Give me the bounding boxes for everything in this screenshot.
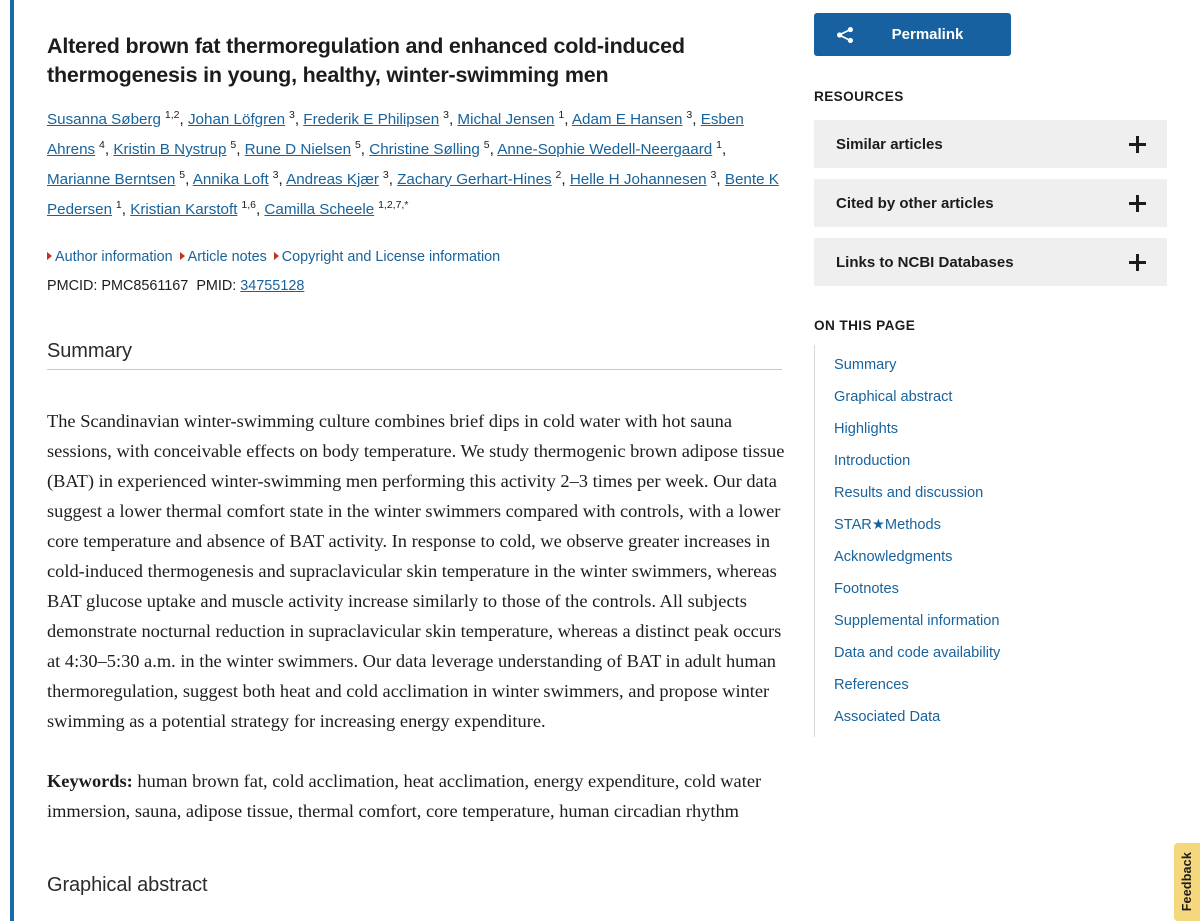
toc-item[interactable]: Associated Data [834, 709, 941, 725]
author-affiliation-marker: 1,2 [161, 108, 180, 121]
author-affiliation-marker: 3 [269, 168, 279, 181]
author-affiliation-marker: 3 [707, 168, 717, 181]
author-affiliation-marker: 3 [286, 108, 295, 121]
author-affiliation-marker: 1,6 [238, 198, 256, 211]
author-link[interactable]: Susanna Søberg [47, 111, 161, 128]
toc-item[interactable]: Results and discussion [834, 485, 984, 501]
resource-accordion[interactable] [814, 120, 1167, 168]
article-meta-link[interactable] [47, 249, 173, 265]
author-separator: , [721, 141, 727, 158]
author-link[interactable]: Andreas Kjær [286, 171, 379, 188]
on-this-page-caption: ON THIS PAGE [814, 318, 916, 333]
author-link[interactable]: Zachary Gerhart-Hines [397, 171, 552, 188]
author-affiliation-marker: 1 [555, 108, 565, 121]
author-separator: , [388, 171, 398, 188]
author-separator: , [561, 171, 570, 188]
author-affiliation-marker: 1 [713, 138, 722, 151]
keywords-paragraph [47, 766, 785, 826]
author-link[interactable]: Esben Ahrens [47, 111, 744, 158]
pmid-label: PMID: [196, 278, 237, 294]
toc-item[interactable]: Introduction [834, 453, 911, 469]
article-meta-link-label: Author information [55, 249, 173, 265]
author-separator: , [185, 171, 193, 188]
author-separator: , [489, 141, 498, 158]
author-affiliation-marker: 5 [227, 138, 237, 151]
summary-paragraph: The Scandinavian winter-swimming culture combines brief dips in cold water with hot sauna sessions, with conceivable effects on body temperature. We study thermogenic brown adipose tissue (BAT) in experienced winter-swimming men performing this activity 2–3 times per week. Our data suggest a lower thermal comfort state in the winter swimmers compared with controls, with a lower core temperature and absence of BAT activity. In response to cold, we observe greater increases in cold-induced thermogenesis and supraclavicular skin temperature in the winter swimmers, whereas BAT glucose uptake and muscle activity increase similarly to those of the controls. All subjects demonstrate nocturnal reduction in supraclavicular skin temperature, whereas a distinct peak occurs at 4:30–5:30 a.m. in the winter swimmers. Our data leverage understanding of BAT in adult human thermoregulation, suggest both heat and cold acclimation in winter swimmers, and propose winter swimming as a potential strategy for increasing energy expenditure. [47, 411, 785, 731]
author-link[interactable]: Kristin B Nystrup [113, 141, 227, 158]
author-separator: , [294, 111, 304, 128]
author-link[interactable]: Johan Löfgren [187, 111, 286, 128]
resources-caption: RESOURCES [814, 89, 904, 104]
author-separator: , [255, 201, 265, 218]
author-affiliation-marker: 5 [176, 168, 186, 181]
page-title: Altered brown fat thermoregulation and enhanced cold-induced thermogenesis in young, healthy, winter-swimming men [47, 34, 685, 87]
author-list [47, 105, 787, 225]
toc-item[interactable]: References [834, 677, 909, 693]
author-affiliation-marker: 5 [352, 138, 361, 151]
author-link[interactable]: Adam E Hansen [571, 111, 683, 128]
triangle-right-icon [180, 252, 185, 260]
author-link[interactable]: Christine Sølling [369, 141, 480, 158]
toc-item[interactable]: Summary [834, 357, 897, 373]
plus-icon[interactable] [1129, 136, 1146, 153]
author-affiliation-marker: 3 [379, 168, 389, 181]
author-link[interactable]: Kristian Karstoft [130, 201, 238, 218]
triangle-right-icon [274, 252, 279, 260]
share-icon [828, 25, 862, 45]
summary-heading: Summary [47, 340, 782, 370]
author-affiliation-marker: 5 [480, 138, 490, 151]
on-this-page-nav [814, 345, 1184, 737]
author-affiliation-marker: 3 [683, 108, 693, 121]
resource-accordion-label: Links to NCBI Databases [836, 253, 1014, 271]
toc-item[interactable]: Data and code availability [834, 645, 1001, 661]
article-meta-link[interactable] [274, 249, 500, 265]
author-link[interactable]: Bente K Pedersen [47, 171, 779, 218]
resources-accordion-group [814, 120, 1184, 286]
toc-item[interactable]: Supplemental information [834, 613, 1000, 629]
feedback-tab[interactable] [1174, 843, 1200, 921]
author-link[interactable]: Helle H Johannesen [569, 171, 707, 188]
permalink-label: Permalink [891, 26, 964, 43]
article-main-column [47, 0, 787, 897]
author-affiliation-marker: 3 [440, 108, 449, 121]
triangle-right-icon [47, 252, 52, 260]
resource-accordion[interactable] [814, 179, 1167, 227]
permalink-button[interactable] [814, 13, 1011, 56]
graphical-abstract-heading: Graphical abstract [47, 874, 208, 896]
author-separator: , [121, 201, 131, 218]
resource-accordion-label: Similar articles [836, 135, 943, 153]
author-link[interactable]: Rune D Nielsen [244, 141, 352, 158]
toc-item[interactable]: Footnotes [834, 581, 899, 597]
plus-icon[interactable] [1129, 195, 1146, 212]
keywords-values: human brown fat, cold acclimation, heat acclimation, energy expenditure, cold water immersion, sauna, adipose tissue, thermal comfort, core temperature, human circadian rhythm [47, 771, 762, 821]
author-separator: , [716, 171, 725, 188]
author-link[interactable]: Annika Loft [192, 171, 269, 188]
author-separator: , [448, 111, 458, 128]
author-separator: , [278, 171, 287, 188]
resource-accordion[interactable] [814, 238, 1167, 286]
article-meta-link-label: Copyright and License information [281, 249, 501, 265]
author-link[interactable]: Marianne Berntsen [47, 171, 176, 188]
author-separator: , [179, 111, 188, 128]
author-separator: , [104, 141, 114, 158]
author-separator: , [236, 141, 245, 158]
keywords-label: Keywords: [47, 771, 133, 791]
pmcid-value: PMC8561167 [101, 278, 189, 294]
toc-item[interactable]: Highlights [834, 421, 899, 437]
toc-item[interactable]: Acknowledgments [834, 549, 953, 565]
feedback-label: Feedback [1180, 852, 1194, 912]
sidebar [814, 0, 1184, 737]
author-affiliation-marker: 1 [113, 198, 122, 211]
author-link[interactable]: Anne-Sophie Wedell-Neergaard [497, 141, 713, 158]
author-separator: , [360, 141, 370, 158]
toc-item[interactable]: STAR★Methods [834, 517, 941, 533]
article-meta-links [47, 247, 787, 267]
pmcid-label: PMCID: [47, 278, 98, 294]
article-meta-link-label: Article notes [187, 249, 267, 265]
author-separator: , [564, 111, 572, 128]
pmid-link[interactable]: 34755128 [240, 278, 305, 294]
author-link[interactable]: Michal Jensen [457, 111, 555, 128]
article-identifiers [47, 276, 787, 296]
article-meta-link[interactable] [180, 249, 267, 265]
author-link[interactable]: Camilla Scheele [264, 201, 375, 218]
plus-icon[interactable] [1129, 254, 1146, 271]
toc-item[interactable]: Graphical abstract [834, 389, 953, 405]
author-separator: , [692, 111, 701, 128]
author-affiliation-marker: 4 [96, 138, 105, 151]
author-affiliation-marker: 1,2,7,* [375, 198, 409, 211]
author-affiliation-marker: 2 [552, 168, 562, 181]
author-link[interactable]: Frederik E Philipsen [303, 111, 440, 128]
resource-accordion-label: Cited by other articles [836, 194, 994, 212]
